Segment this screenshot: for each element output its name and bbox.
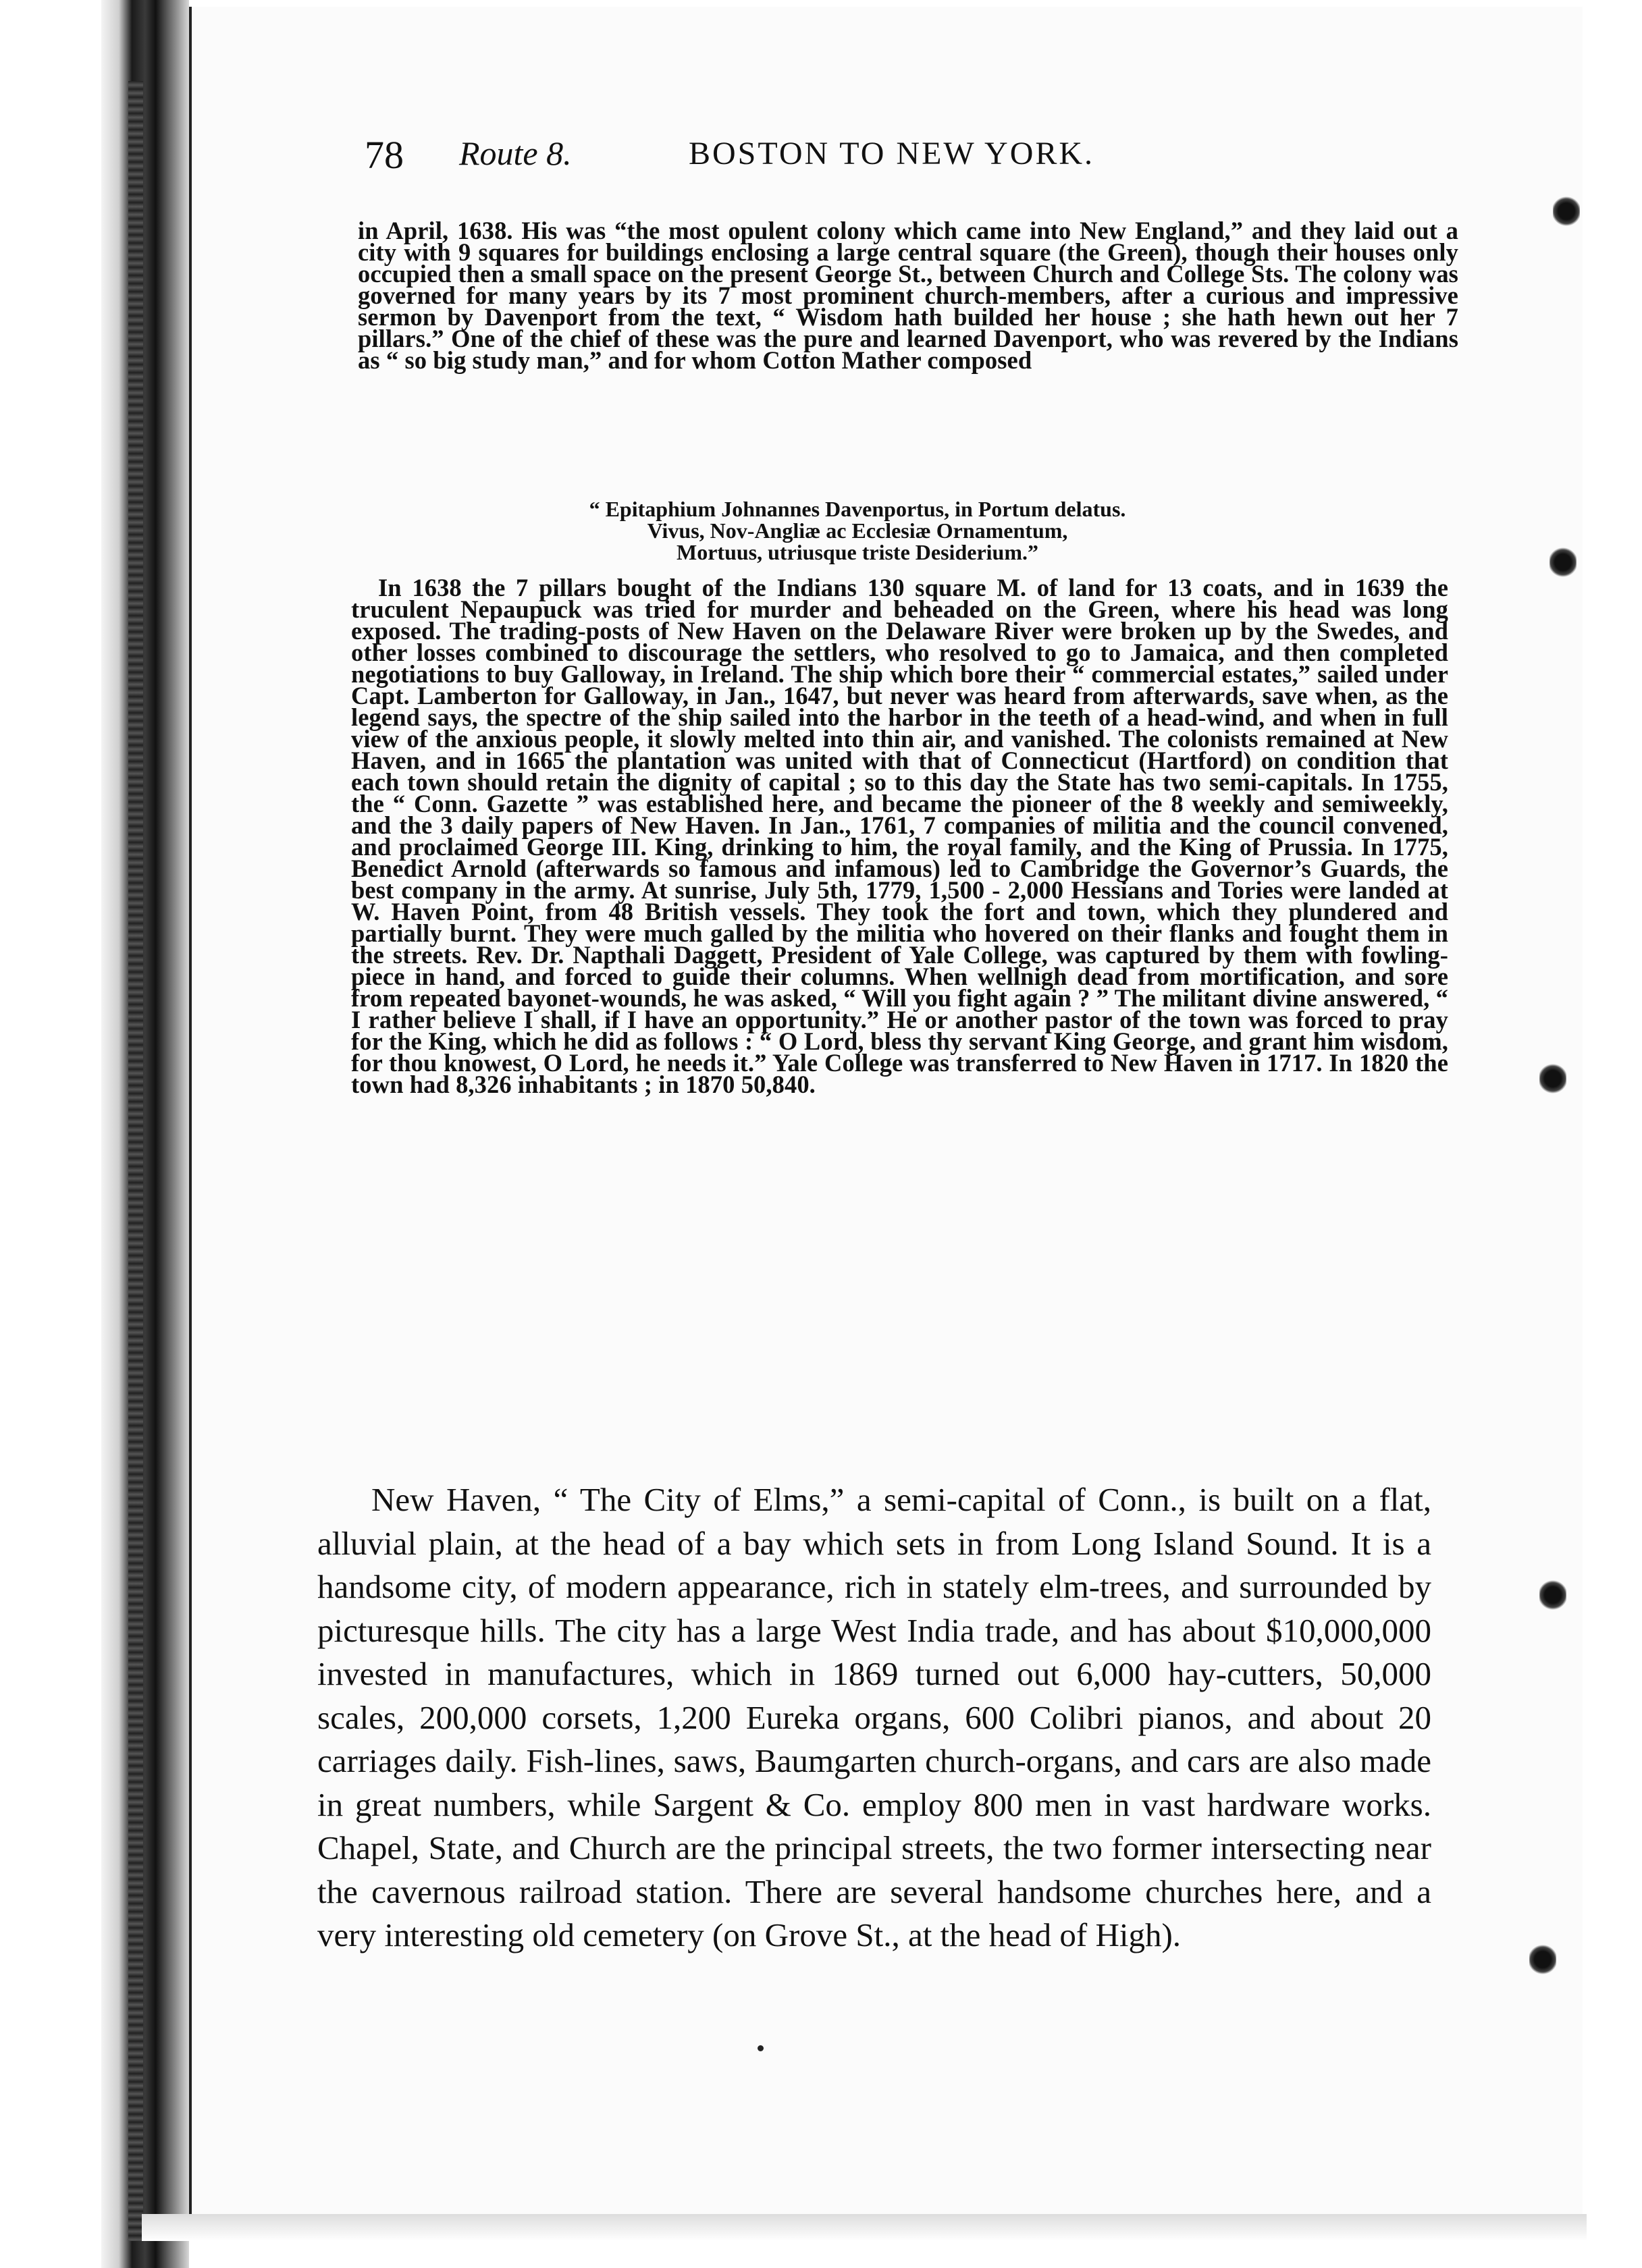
page-shadow (142, 2214, 1587, 2241)
clasp-mark-1 (1553, 196, 1580, 227)
route-label: Route 8. (459, 134, 572, 172)
epitaph-line-3: Mortuus, utriusque triste Desiderium.” (677, 540, 1038, 564)
clasp-mark-5 (1529, 1944, 1556, 1975)
clasp-mark-2 (1550, 547, 1577, 578)
page-dot (758, 2045, 764, 2051)
book-binding (101, 0, 189, 2268)
paragraph-new-haven-text: New Haven, “ The City of Elms,” a semi-capital of Conn., is built on a flat, alluvial plain, at the head of a bay which sets in from Long Island Sound. It is a handsome city, of modern appearance, rich in stately elm-trees, and surrounded by picturesque hills. The city has a large West India trade, and has about $10,000,000 invested in manufactures, which in 1869 turned out 6,000 hay-cutters, 50,000 scales, 200,000 corsets, 1,200 Eureka organs, 600 Colibri pianos, and about 20 carriages daily. Fish-lines, saws, Baumgarten church-organs, and cars are also made in great numbers, while Sargent & Co. employ 800 men in vast hardware works. Chapel, State, and Church are the principal streets, the two former intersecting near the cavernous railroad station. There are several handsome churches here, and a very interesting old cemetery (on Grove St., at the head of High). (317, 1481, 1431, 1953)
epitaph-line-1: “ Epitaphium Johnannes Davenportus, in Portum delatus. (589, 497, 1126, 521)
running-head: BOSTON TO NEW YORK. (689, 136, 1095, 171)
page-header (365, 132, 1499, 180)
page-number: 78 (365, 133, 404, 177)
paragraph-colony (358, 217, 1458, 374)
binding-edge (128, 81, 143, 2241)
epitaph-line-2: Vivus, Nov-Angliæ ac Ecclesiæ Ornamentum, (647, 518, 1068, 543)
paragraph-colony-text: in April, 1638. His was “the most opulent colony which came into New England,” and they laid out a city with 9 squares for buildings enclosing a large central square (the Green), though their houses only occupied then a small space on the present George St., between Church and College Sts. The colony was governed for many years by its 7 most prominent church-members, after a curious and impressive sermon by Davenport from the text, “ Wisdom hath builded her house ; she hath hewn out her 7 pillars.” One of the chief of these was the pure and learned Davenport, who was revered by the Indians as “ so big study man,” and for whom Cotton Mather composed (358, 217, 1458, 374)
paragraph-history (351, 574, 1448, 1098)
paragraph-new-haven (317, 1478, 1431, 1958)
paragraph-history-text: In 1638 the 7 pillars bought of the Indians 130 square M. of land for 13 coats, and in 1639 the truculent Nepaupuck was tried for murder and beheaded on the Green, where his head was long exposed. The trading-posts of New Haven on the Delaware River were broken up by the Swedes, and other losses combined to discourage the settlers, who resolved to go to Jamaica, and then completed negotiations to buy Galloway, in Ireland. The ship which bore their “ commercial estates,” sailed under Capt. Lamberton for Galloway, in Jan., 1647, but never was heard from afterwards, save when, as the legend says, the spectre of the ship sailed into the harbor in the teeth of a head-wind, and when in full view of the anxious people, it slowly melted into thin air, and vanished. The colonists remained at New Haven, and in 1665 the plantation was united with that of Connecticut (Hartford) on condition that each town should retain the dignity of capital ; so to this day the State has two semi-capitals. In 1755, the “ Conn. Gazette ” was established here, and became the pioneer of the 8 weekly and semiweekly, and the 3 daily papers of New Haven. In Jan., 1761, 7 companies of militia and the council convened, and proclaimed George III. King, drinking to him, the royal family, and the King of Prussia. In 1775, Benedict Arnold (afterwards so famous and infamous) led to Cambridge the Governor’s Guards, the best company in the army. At sunrise, July 5th, 1779, 1,500 - 2,000 Hessians and Tories were landed at W. Haven Point, from 48 British vessels. They took the fort and town, which they plundered and partially burnt. They were much galled by the militia who hovered on their flanks and fought them in the streets. Rev. Dr. Napthali Daggett, President of Yale College, was captured by them with fowling-piece in hand, and forced to guide their columns. When wellnigh dead from mortification, and sore from repeated bayonet-wounds, he was asked, “ Will you fight again ? ” The militant divine answered, “ I rather believe I shall, if I have an opportunity.” He or another pastor of the town was forced to pray for the King, which he did as follows : “ O Lord, bless thy servant King George, and grant him wisdom, for thou knowest, O Lord, he needs it.” Yale College was transferred to New Haven in 1717. In 1820 the town had 8,326 inhabitants ; in 1870 50,840. (351, 574, 1448, 1098)
epitaph (351, 498, 1364, 563)
clasp-mark-4 (1539, 1580, 1566, 1611)
clasp-mark-3 (1539, 1063, 1566, 1094)
